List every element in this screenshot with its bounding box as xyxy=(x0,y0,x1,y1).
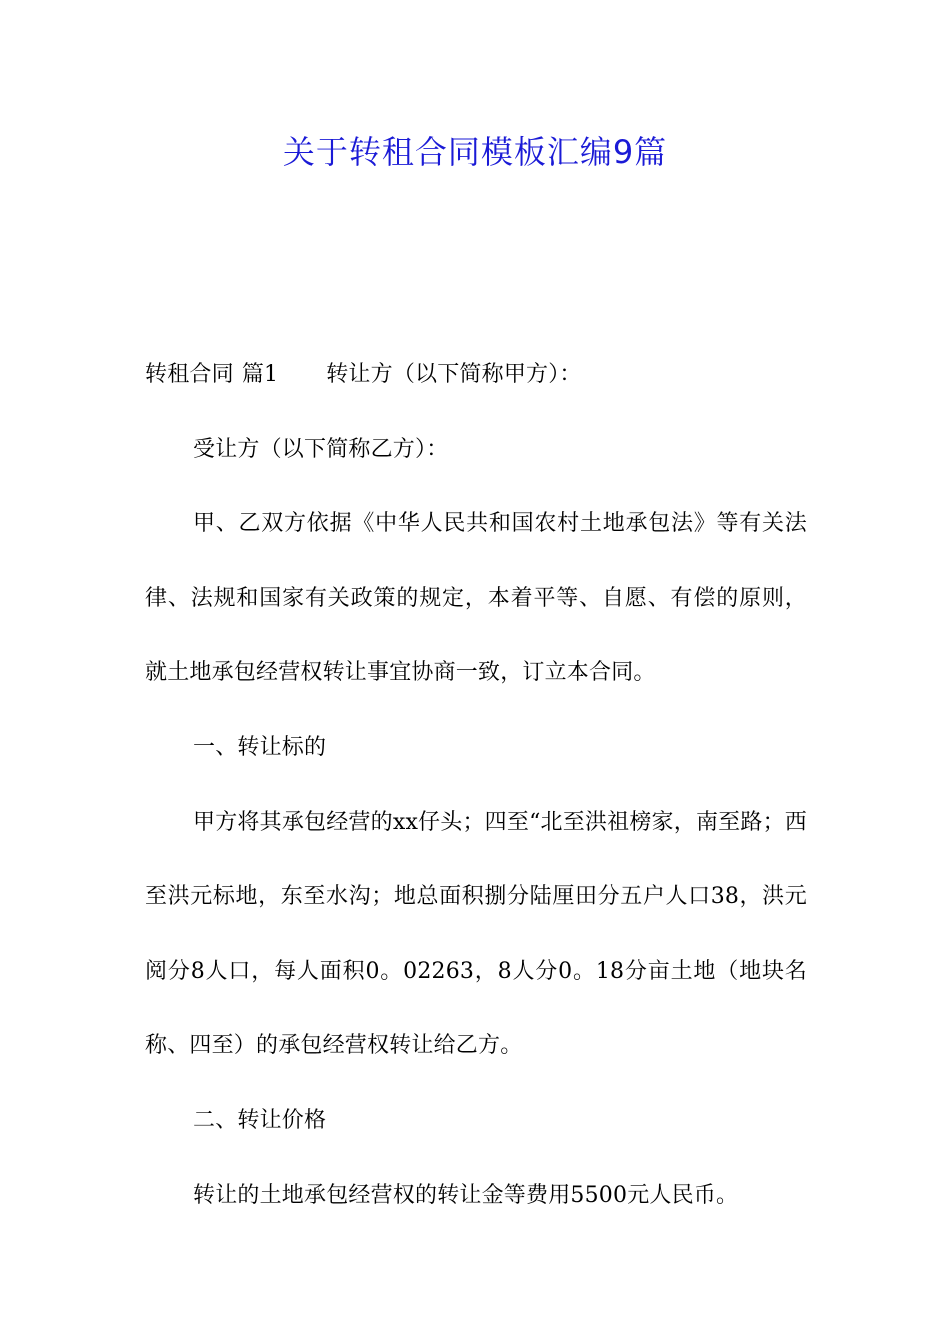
clause2-heading: 二、转让价格 xyxy=(193,1107,327,1133)
clause1-body: 甲方将其承包经营的xx仔头；四至“北至洪祖榜家，南至路；西至洪元标地，东至水沟；地总面积捌分陆厘田分五户人口38，洪元阅分8人口，每人面积0。02263，8人分0。18分亩土地（地块名称、四至）的承包经营权转让给乙方。 xyxy=(145,809,807,1059)
part-label: 篇1 xyxy=(241,362,279,387)
document-title: 关于转租合同模板汇编9篇 xyxy=(282,133,668,171)
section-heading: 转租合同 xyxy=(145,362,234,387)
section-intro-line xyxy=(145,338,807,413)
preamble-paragraph: 甲、乙双方依据《中华人民共和国农村土地承包法》等有关法律、法规和国家有关政策的规定，本着平等、自愿、有偿的原则，就土地承包经营权转让事宜协商一致，订立本合同。 xyxy=(145,511,807,686)
clause2-body: 转让的土地承包经营权的转让金等费用5500元人民币。 xyxy=(193,1182,739,1208)
clause1-heading: 一、转让标的 xyxy=(193,734,327,760)
transferor-line: 转让方（以下简称甲方）： xyxy=(326,362,582,387)
document-body xyxy=(145,338,807,1233)
transferee-line: 受让方（以下简称乙方）： xyxy=(193,436,449,462)
